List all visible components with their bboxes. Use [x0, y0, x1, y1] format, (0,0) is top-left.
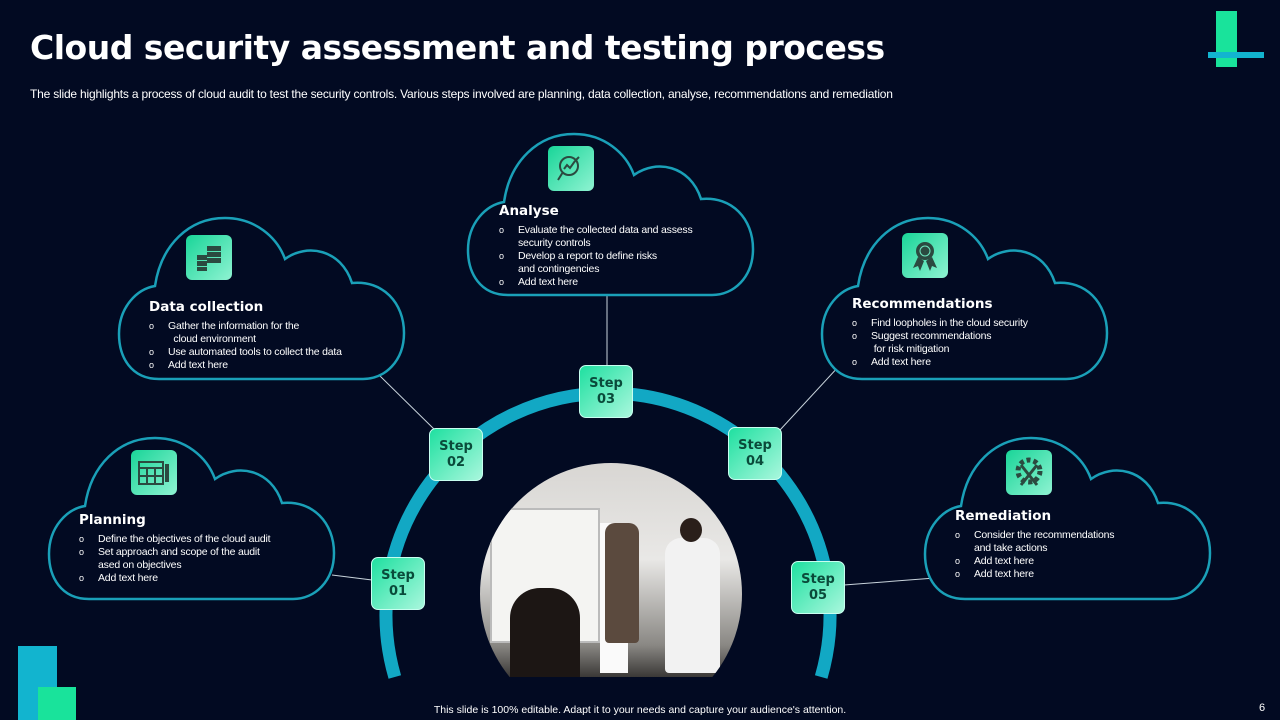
bullet: o Find loopholes in the cloud security	[852, 317, 1028, 330]
step-label: Step	[738, 437, 772, 453]
step-04-badge	[728, 427, 782, 480]
bullet: o Add text here	[149, 359, 342, 372]
bullet: o Set approach and scope of the audit ased on objectives	[79, 546, 270, 572]
analytics-magnifier-icon	[548, 146, 594, 191]
bullet: o Use automated tools to collect the data	[149, 346, 342, 359]
step-label: Step	[381, 567, 415, 583]
bullet: o Add text here	[79, 572, 270, 585]
stage-recommendations	[852, 296, 1028, 369]
bullet: o Gather the information for the cloud environment	[149, 320, 342, 346]
step-02-badge	[429, 428, 483, 481]
stage-title: Analyse	[499, 203, 559, 219]
step-number: 03	[596, 391, 616, 407]
calendar-planner-icon	[131, 450, 177, 495]
bullet: o Add text here	[955, 568, 1114, 581]
database-servers-icon	[186, 235, 232, 280]
page-number: 6	[1259, 702, 1266, 714]
stage-title: Recommendations	[852, 296, 993, 312]
bullet: o Suggest recommendations for risk mitigation	[852, 330, 1028, 356]
step-number: 05	[808, 587, 828, 603]
bullet: o Add text here	[955, 555, 1114, 568]
step-number: 01	[388, 583, 408, 599]
award-ribbon-icon	[902, 233, 948, 278]
bullet: o Consider the recommendations and take actions	[955, 529, 1114, 555]
step-label: Step	[801, 571, 835, 587]
stage-title: Planning	[79, 512, 146, 528]
bullet: o Evaluate the collected data and assess security controls	[499, 224, 693, 250]
step-label: Step	[439, 438, 473, 454]
step-01-badge	[371, 557, 425, 610]
page-subtitle: The slide highlights a process of cloud audit to test the security controls. Various steps involved are planning, data collection, analyse, recommendations and remediation	[30, 87, 893, 101]
step-label: Step	[589, 375, 623, 391]
step-05-badge	[791, 561, 845, 614]
stage-remediation	[955, 508, 1114, 581]
bullet: o Develop a report to define risks and contingencies	[499, 250, 693, 276]
gear-tools-icon	[1006, 450, 1052, 495]
stage-title: Data collection	[149, 299, 264, 315]
step-number: 04	[745, 453, 765, 469]
bullet: o Add text here	[499, 276, 693, 289]
stage-data-collection	[149, 299, 342, 372]
stage-planning	[79, 512, 270, 585]
bullet: o Define the objectives of the cloud audit	[79, 533, 270, 546]
page-title: Cloud security assessment and testing process	[30, 28, 885, 67]
step-number: 02	[446, 454, 466, 470]
step-03-badge	[579, 365, 633, 418]
bullet: o Add text here	[852, 356, 1028, 369]
footer-note: This slide is 100% editable. Adapt it to your needs and capture your audience's attention.	[433, 704, 847, 716]
stage-title: Remediation	[955, 508, 1052, 524]
stage-analyse	[499, 203, 693, 289]
